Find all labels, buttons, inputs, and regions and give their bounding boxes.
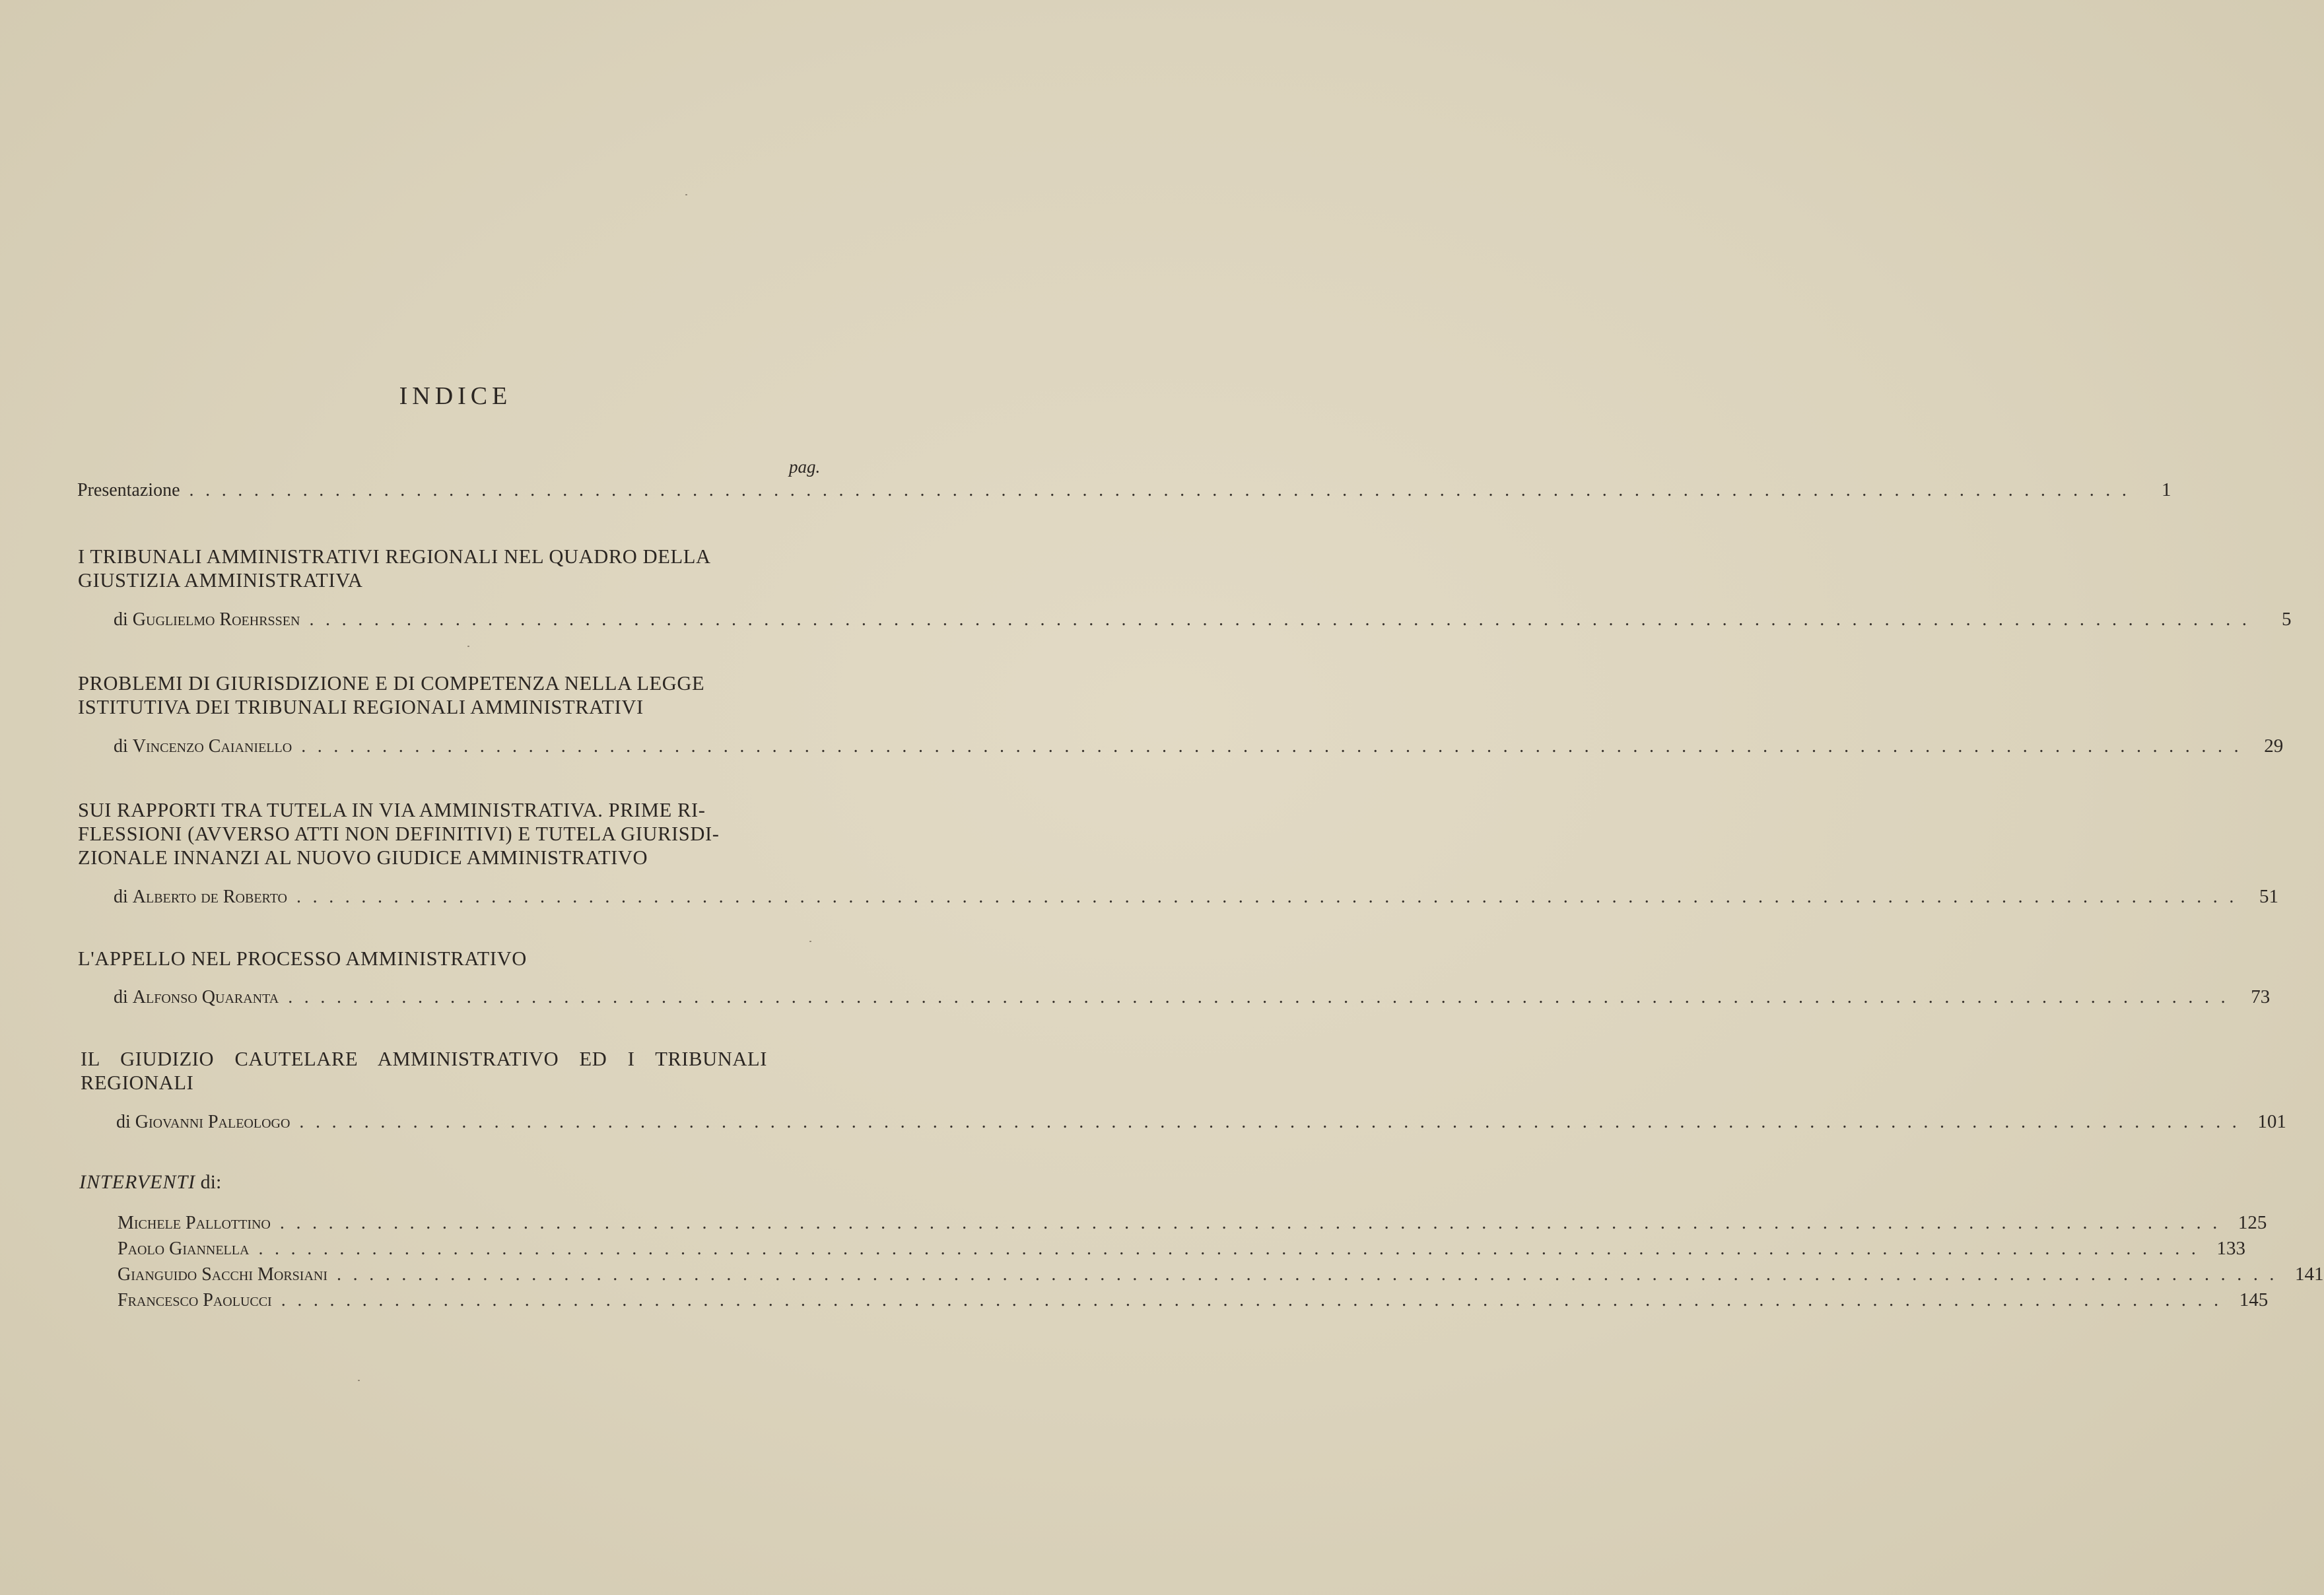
paper-fleck (685, 194, 687, 195)
by-word: di (114, 609, 128, 630)
paper-fleck (358, 1380, 360, 1381)
toc-entry[interactable] (114, 609, 2292, 630)
toc-entry[interactable] (114, 886, 2278, 908)
leader-dots: ........................................................................................................................ (296, 887, 2245, 907)
title-line: IL GIUDIZIO CAUTELARE AMMINISTRATIVO ED I TRIBUNALI (81, 1048, 767, 1070)
title-line: L'APPELLO NEL PROCESSO AMMINISTRATIVO (78, 947, 527, 970)
by-word: di (114, 887, 128, 907)
by-word: di (116, 1112, 131, 1132)
leader-dots: ........................................................................................................................ (288, 987, 2238, 1007)
entry-page-number: 1 (2162, 479, 2171, 500)
by-word: di (114, 987, 128, 1007)
author-name: Vincenzo Caianiello (132, 736, 292, 757)
leader-dots: ........................................................................................................................ (189, 480, 2138, 500)
leader-dots: ........................................................................................................................ (258, 1239, 2208, 1259)
entry-author (114, 887, 287, 908)
section-title (81, 1047, 767, 1095)
title-line: REGIONALI (81, 1071, 194, 1094)
author-name: Gianguido Sacchi Morsiani (118, 1264, 328, 1285)
author-name: Alfonso Quaranta (132, 987, 279, 1007)
leader-dots: ........................................................................................................................ (301, 736, 2251, 757)
toc-entry-interventi[interactable] (118, 1264, 2324, 1285)
leader-dots: ........................................................................................................................ (337, 1264, 2286, 1285)
page-title: INDICE (399, 382, 512, 410)
entry-page-number: 125 (2238, 1212, 2267, 1233)
entry-label: Presentazione (77, 480, 180, 500)
section-title (78, 798, 769, 869)
interventi-label: INTERVENTI (79, 1171, 196, 1193)
section-title (78, 947, 769, 970)
interventi-heading (79, 1171, 221, 1194)
entry-page-number: 5 (2281, 609, 2292, 630)
author-name: Michele Pallottino (118, 1213, 271, 1233)
entry-author (114, 609, 300, 630)
entry-page-number: 101 (2257, 1111, 2286, 1132)
entry-author (116, 1112, 290, 1133)
entry-page-number: 29 (2264, 735, 2284, 757)
author-name: Alberto de Roberto (132, 887, 287, 907)
title-line: ZIONALE INNANZI AL NUOVO GIUDICE AMMINISTRATIVO (78, 846, 648, 869)
title-line: FLESSIONI (AVVERSO ATTI NON DEFINITIVI) E TUTELA GIURISDI- (78, 823, 720, 845)
author-name: Giovanni Paleologo (135, 1112, 290, 1132)
toc-entry-presentazione[interactable] (77, 479, 2171, 501)
paper-fleck (467, 646, 469, 647)
interventi-suffix: di: (200, 1171, 222, 1193)
title-line: ISTITUTIVA DEI TRIBUNALI REGIONALI AMMINISTRATIVI (78, 696, 644, 718)
author-name: Guglielmo Roehrssen (132, 609, 300, 630)
entry-page-number: 145 (2239, 1289, 2269, 1310)
section-title (78, 545, 769, 592)
leader-dots: ........................................................................................................................ (281, 1290, 2230, 1310)
entry-page-number: 73 (2251, 986, 2271, 1007)
leader-dots: ........................................................................................................................ (279, 1213, 2229, 1233)
toc-entry[interactable] (114, 986, 2271, 1008)
author-name: Francesco Paolucci (118, 1290, 272, 1310)
title-line: PROBLEMI DI GIURISDIZIONE E DI COMPETENZA NELLA LEGGE (78, 672, 705, 695)
entry-author (114, 736, 292, 757)
entry-page-number: 133 (2216, 1238, 2245, 1259)
paper-fleck (809, 941, 811, 942)
entry-page-number: 51 (2259, 886, 2278, 907)
title-line: SUI RAPPORTI TRA TUTELA IN VIA AMMINISTRATIVA. PRIME RI- (78, 799, 706, 821)
toc-entry[interactable] (114, 735, 2284, 757)
title-line: I TRIBUNALI AMMINISTRATIVI REGIONALI NEL QUADRO DELLA (78, 545, 711, 568)
author-name: Paolo Giannella (118, 1239, 250, 1259)
by-word: di (114, 736, 128, 757)
toc-entry-interventi[interactable] (118, 1238, 2245, 1260)
toc-entry-interventi[interactable] (118, 1212, 2267, 1234)
section-title (78, 671, 769, 719)
toc-entry[interactable] (116, 1111, 2286, 1133)
page-column-label: pag. (789, 457, 821, 477)
leader-dots: ........................................................................................................................ (309, 609, 2259, 630)
leader-dots: ........................................................................................................................ (299, 1112, 2249, 1132)
title-line: GIUSTIZIA AMMINISTRATIVA (78, 569, 363, 592)
entry-page-number: 141 (2295, 1264, 2324, 1285)
entry-author (114, 987, 279, 1008)
toc-entry-interventi[interactable] (118, 1289, 2269, 1311)
